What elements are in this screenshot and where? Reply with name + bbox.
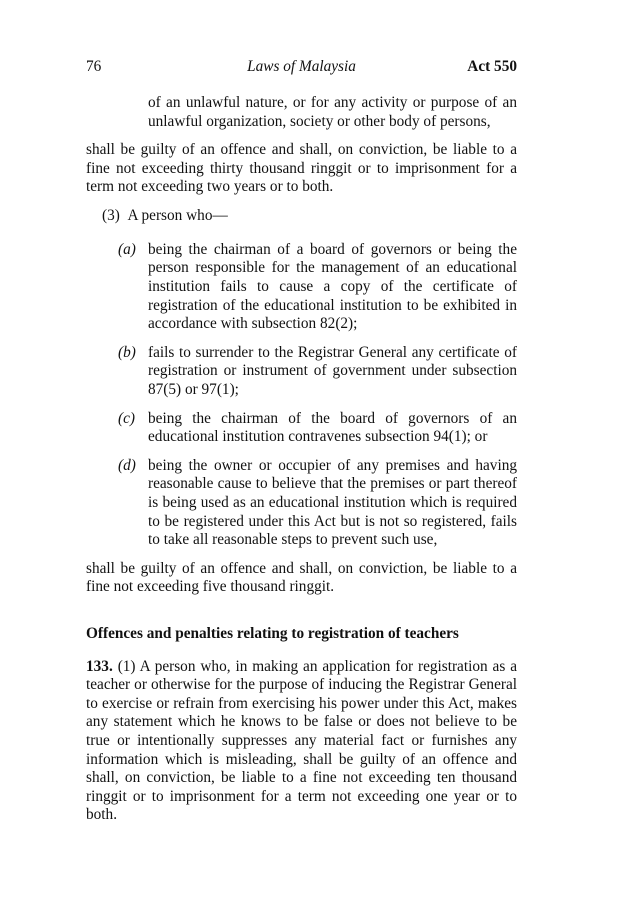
list-item-d [86,457,517,550]
item-label: (c) [118,409,135,427]
running-header [86,58,517,80]
document-page [86,58,517,825]
top-continuation: of an unlawful nature, or for any activity or purpose of an unlawful organization, society or other body of persons, [148,94,517,130]
item-text: fails to surrender to the Registrar General any certificate of registration or instrument of government under subsection 87(5) or 97(1); [148,343,517,399]
header-title: Laws of Malaysia [247,58,356,75]
penalty-paragraph-1: shall be guilty of an offence and shall, on conviction, be liable to a fine not exceeding thirty thousand ringgit or to imprisonment for a term not exceeding two years or to both. [86,141,517,196]
penalty-paragraph-2: shall be guilty of an offence and shall, on conviction, be liable to a fine not exceeding five thousand ringgit. [86,559,517,596]
list-item-c [86,410,517,447]
list-item-a [86,241,517,334]
act-label [467,58,517,77]
item-label: (b) [118,343,136,361]
subsection-3-intro: (3) A person who— [102,206,228,224]
section-133-paragraph [86,658,517,825]
section-133-text: (1) A person who, in making an application for registration as a teacher or otherwise for the purpose of inducing the Registrar General to exercise or refrain from exercising his power under this Act, makes any statement which he knows to be false or does not believe to be true or intentionally suppresses any material fact or furnishes any information which is misleading, shall be guilty of an offence and shall, on conviction, be liable to a fine not exceeding ten thousand ringgit or to imprisonment for a term not exceeding one year or to both. [86,657,517,824]
item-label: (a) [118,240,136,258]
list-item-b [86,344,517,400]
act-label-text: Act 550 [467,58,517,75]
section-number: 133. [86,657,113,675]
section-heading: Offences and penalties relating to registration of teachers [86,624,459,642]
item-text: being the chairman of a board of governors or being the person responsible for the management of an educational institution fails to cause a copy of the certificate of registration of the educational institution to be exhibited in accordance with subsection 82(2); [148,240,517,333]
item-text: being the chairman of the board of governors of an educational institution contravenes subsection 94(1); or [148,409,517,446]
item-text: being the owner or occupier of any premises and having reasonable cause to believe that the premises or part thereof is being used as an educational institution which is required to be registered under this Act but is not so registered, fails to take all reasonable steps to prevent such use, [148,456,517,549]
page-number: 76 [86,58,102,75]
item-label: (d) [118,456,136,474]
